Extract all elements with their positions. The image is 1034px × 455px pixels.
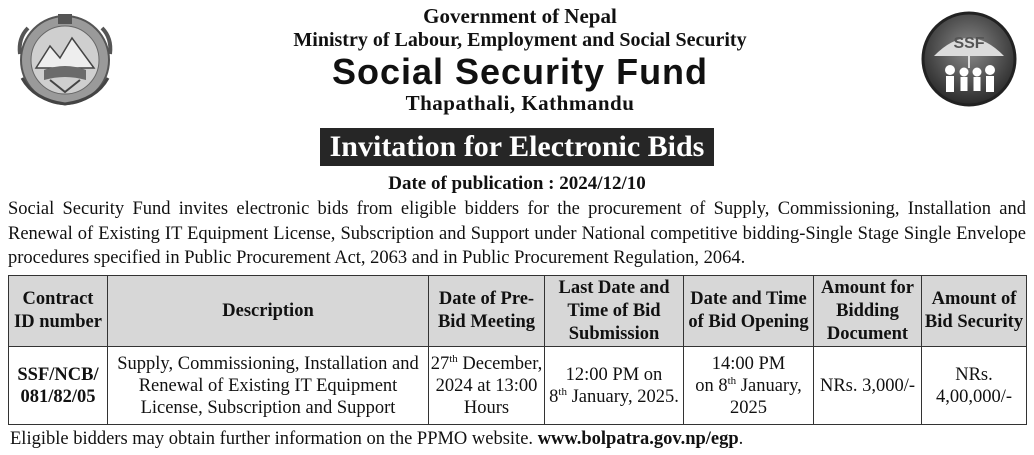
ssf-logo-letters: SSF [953, 35, 985, 52]
publication-date: Date of publication : 2024/12/10 [388, 173, 646, 194]
organization-location: Thapathali, Kathmandu [405, 91, 635, 115]
nepal-emblem-icon [14, 8, 116, 108]
pre-bid-meeting-cell: 27th December, 2024 at 13:00 Hours [429, 347, 545, 425]
bid-opening-cell: 14:00 PM on 8th January, 2025 [684, 347, 814, 425]
bid-security-cell: NRs. 4,00,000/- [922, 347, 1027, 425]
bids-table [8, 275, 1027, 425]
bid-submission-cell: 12:00 PM on 8th January, 2025. [545, 347, 684, 425]
col-header-bid-security: Amount of Bid Security [922, 276, 1027, 347]
contract-id-cell: SSF/NCB/ 081/82/05 [9, 347, 108, 425]
table-header-row [9, 276, 1027, 347]
organization-name: Social Security Fund [331, 51, 709, 92]
ssf-logo-icon [920, 10, 1018, 108]
col-header-document-amount: Amount for Bidding Document [814, 276, 922, 347]
col-header-pre-bid-meeting: Date of Pre-Bid Meeting [429, 276, 545, 347]
document-amount-cell: NRs. 3,000/- [814, 347, 922, 425]
footer-note: Eligible bidders may obtain further information on the PPMO website. www.bolpatra.gov.np/egp. [10, 429, 744, 449]
col-header-bid-submission: Last Date and Time of Bid Submission [545, 276, 684, 347]
col-header-bid-opening: Date and Time of Bid Opening [684, 276, 814, 347]
government-name: Government of Nepal [423, 4, 617, 28]
notice-title: Invitation for Electronic Bids [320, 128, 715, 166]
ppmo-website-link[interactable]: www.bolpatra.gov.np/egp [537, 429, 739, 449]
col-header-description: Description [108, 276, 429, 347]
col-header-contract-id: Contract ID number [9, 276, 108, 347]
header-block [200, 4, 840, 115]
description-cell: Supply, Commissioning, Installation and Renewal of Existing IT Equipment License, Subscription and Support [108, 347, 429, 425]
intro-paragraph: Social Security Fund invites electronic bids from eligible bidders for the procurement of Supply, Commissioning, Installation and Renewal of Existing IT Equipment License, Subscription and Support under National competitive bidding-Single Stage Single Envelope procedures specified in Public Procurement Act, 2063 and in Public Procurement Regulation, 2064. [8, 199, 1026, 268]
ministry-name: Ministry of Labour, Employment and Social Security [293, 29, 747, 51]
footer-text: Eligible bidders may obtain further information on the PPMO website. [10, 429, 538, 449]
table-row [9, 347, 1027, 425]
